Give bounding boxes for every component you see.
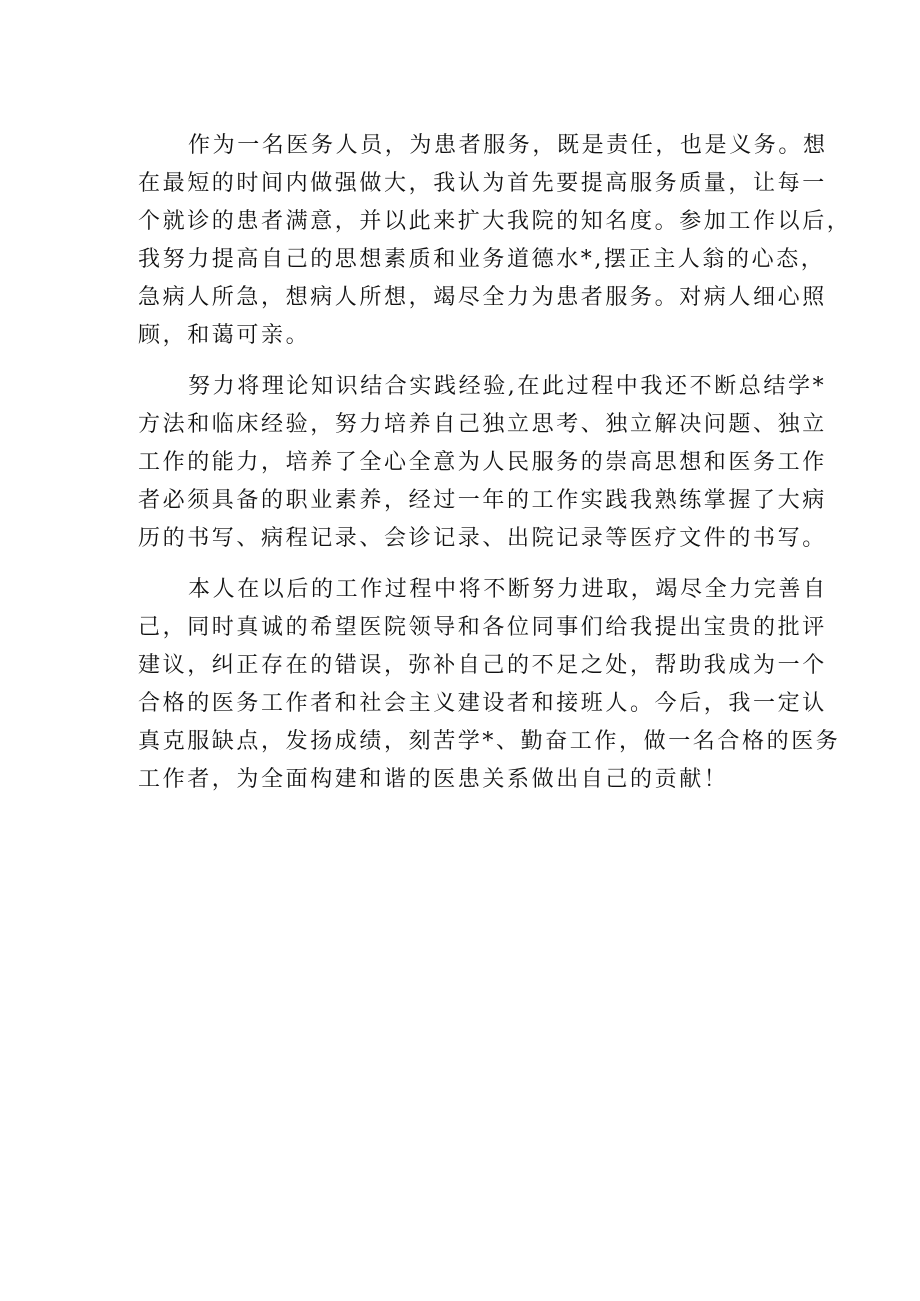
- paragraph-line: 真克服缺点，发扬成绩，刻苦学*、勤奋工作，做一名合格的医务: [138, 729, 841, 754]
- paragraph-line: 急病人所急，想病人所想，竭尽全力为患者服务。对病人细心照: [138, 285, 827, 310]
- paragraph-line: 努力将理论知识结合实践经验,在此过程中我还不断总结学*: [188, 374, 827, 399]
- paragraph-line: 工作者，为全面构建和谐的医患关系做出自己的贡献！: [138, 767, 729, 792]
- document-body: [138, 127, 852, 799]
- paragraph-line: 我努力提高自己的思想素质和业务道德水*,摆正主人翁的心态，: [138, 247, 826, 272]
- paragraph-line: 作为一名医务人员，为患者服务，既是责任，也是义务。想: [188, 133, 828, 158]
- paragraph-line: 本人在以后的工作过程中将不断努力进取，竭尽全力完善自: [188, 577, 828, 602]
- paragraph-line: 建议，纠正存在的错误，弥补自己的不足之处，帮助我成为一个: [138, 653, 827, 678]
- paragraph-line: 者必须具备的职业素养，经过一年的工作实践我熟练掌握了大病: [138, 488, 827, 513]
- paragraph-line: 个就诊的患者满意，并以此来扩大我院的知名度。参加工作以后，: [138, 209, 852, 234]
- paragraph-line: 方法和临床经验，努力培养自己独立思考、独立解决问题、独立: [138, 412, 827, 437]
- paragraph-line: 历的书写、病程记录、会诊记录、出院记录等医疗文件的书写。: [138, 526, 827, 551]
- paragraph-2: [138, 368, 827, 558]
- paragraph-line: 工作的能力，培养了全心全意为人民服务的崇高思想和医务工作: [138, 450, 827, 475]
- paragraph-line: 合格的医务工作者和社会主义建设者和接班人。今后，我一定认: [138, 691, 827, 716]
- paragraph-1: [138, 127, 852, 355]
- paragraph-3: [138, 571, 841, 799]
- paragraph-line: 顾，和蔼可亲。: [138, 323, 311, 348]
- paragraph-line: 己，同时真诚的希望医院领导和各位同事们给我提出宝贵的批评: [138, 615, 827, 640]
- paragraph-line: 在最短的时间内做强做大，我认为首先要提高服务质量，让每一: [138, 171, 827, 196]
